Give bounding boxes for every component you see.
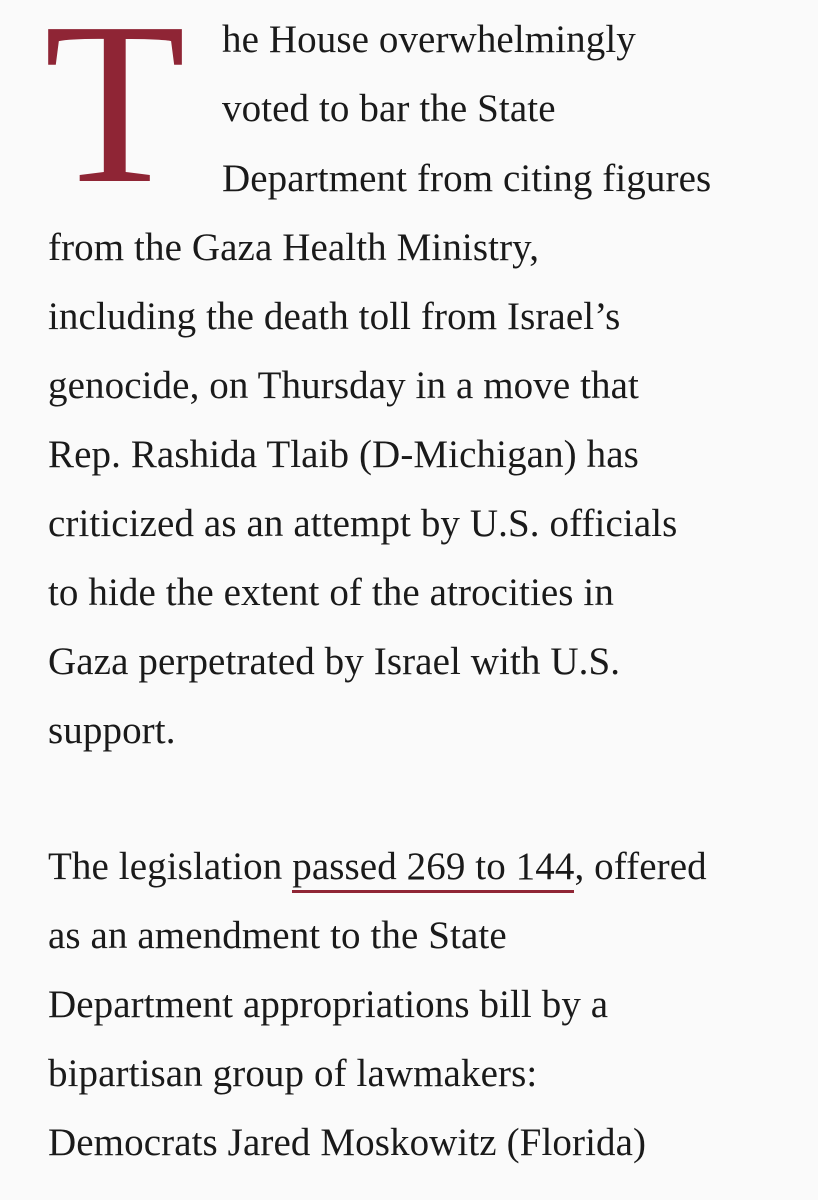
paragraph-1-line-6: genocide, on Thursday in a move that: [48, 364, 639, 407]
paragraph-2-line-5: Democrats Jared Moskowitz (Florida): [48, 1121, 647, 1164]
paragraph-2-text-after-link: , offered: [574, 845, 707, 888]
paragraph-2-line-4: bipartisan group of lawmakers:: [48, 1052, 538, 1095]
paragraph-1-line-4: from the Gaza Health Ministry,: [48, 226, 540, 269]
paragraph-1-line-5: including the death toll from Israel’s: [48, 295, 621, 338]
paragraph-2-line-1: [48, 845, 707, 889]
paragraph-2-line-2: as an amendment to the State: [48, 914, 507, 957]
vote-result-link[interactable]: passed 269 to 144: [292, 845, 574, 893]
drop-cap: T: [44, 0, 186, 232]
paragraph-1-line-10: Gaza perpetrated by Israel with U.S.: [48, 640, 621, 683]
paragraph-1-line-9: to hide the extent of the atrocities in: [48, 571, 614, 614]
paragraph-2-line-3: Department appropriations bill by a: [48, 983, 609, 1026]
paragraph-1-line-1: he House overwhelmingly: [222, 18, 636, 61]
paragraph-1-line-7: Rep. Rashida Tlaib (D-Michigan) has: [48, 433, 639, 476]
paragraph-2-text-before-link: The legislation: [48, 845, 293, 888]
paragraph-1-line-2: voted to bar the State: [222, 87, 556, 130]
paragraph-1-line-8: criticized as an attempt by U.S. officials: [48, 502, 678, 545]
paragraph-1-line-3: Department from citing figures: [222, 157, 712, 200]
paragraph-1-line-11: support.: [48, 709, 176, 752]
